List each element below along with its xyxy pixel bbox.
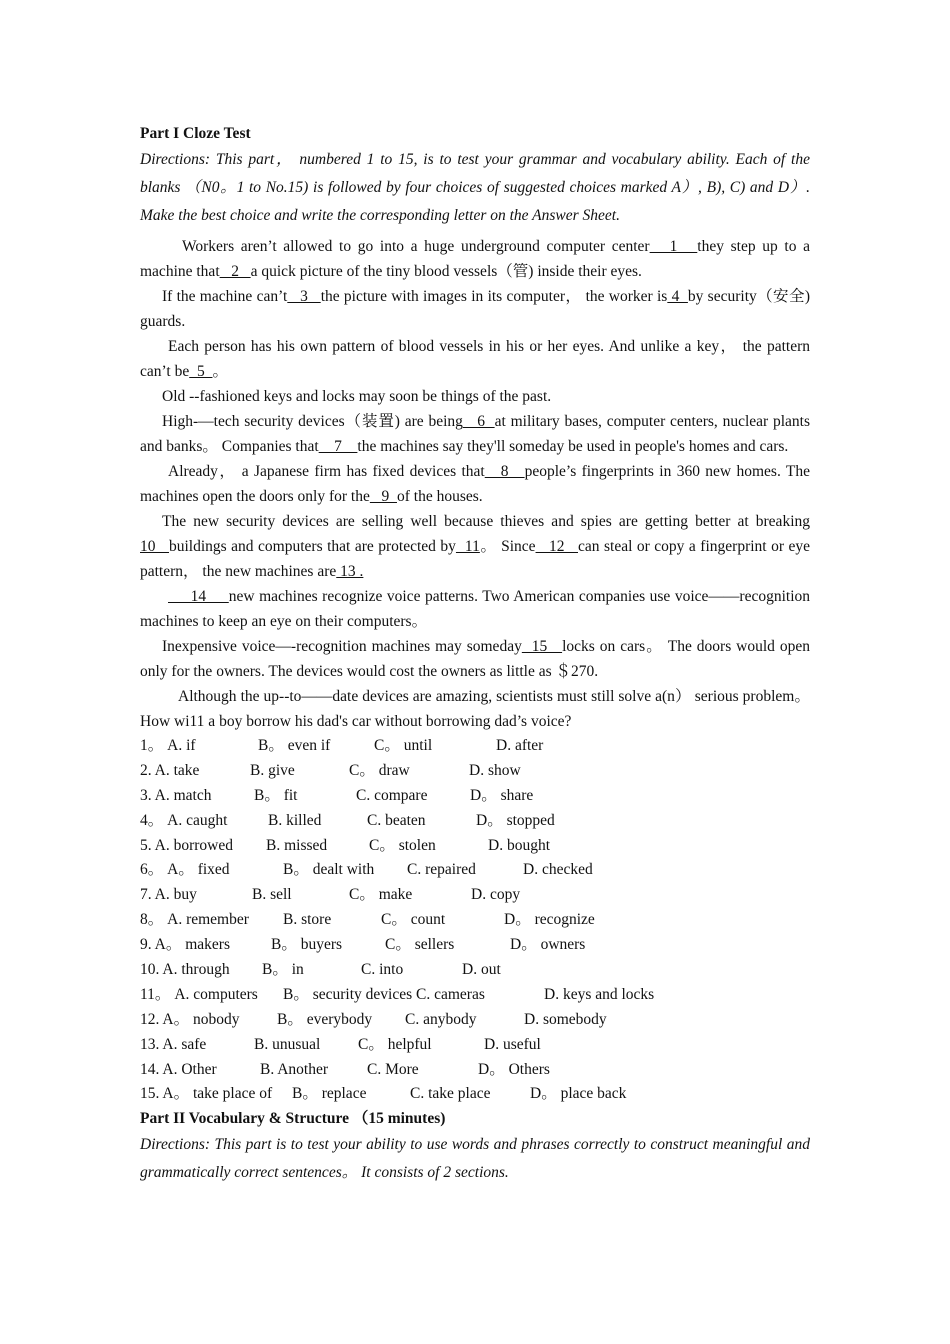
- passage-text: locks on cars。 The doors would open only for the owners. The devices would cost the owners as little as ＄270.: [140, 638, 811, 680]
- blank-number: 2: [219, 263, 251, 280]
- option-row: [140, 809, 810, 834]
- blank-number: 3: [287, 288, 321, 305]
- option-row: [140, 784, 810, 809]
- option-d: D. bought: [488, 836, 550, 854]
- blank-number: 1: [649, 238, 698, 255]
- option-a: A. borrowed: [154, 836, 233, 854]
- blank-number: 6: [462, 413, 495, 430]
- option-d: D. checked: [523, 861, 593, 879]
- question-number: 13.: [140, 1035, 163, 1053]
- option-c: C. anybody: [405, 1010, 477, 1028]
- passage-text: 。 Since: [479, 538, 536, 555]
- passage-paragraph: [140, 284, 810, 334]
- option-a: A. caught: [167, 811, 228, 829]
- option-c: C。 until: [374, 737, 433, 754]
- option-row: [140, 958, 810, 983]
- question-number: 4。: [140, 811, 168, 829]
- question-number: 6。: [140, 861, 168, 879]
- option-c: C. cameras: [416, 985, 485, 1003]
- question-number: 8。: [140, 911, 168, 929]
- option-d: D。 Others: [478, 1060, 550, 1078]
- passage-text: at military bases, computer centers, nuclear plants and banks。 Companies that: [140, 413, 811, 455]
- question-number: 10.: [140, 961, 163, 979]
- passage-text: they step up to a machine that: [140, 238, 811, 280]
- passage-text: people’s fingerprints in 360 new homes. The machines open the doors only for the: [140, 463, 810, 505]
- option-d: D. keys and locks: [544, 985, 655, 1003]
- passage-text: the machines say they'll someday be used in people's homes and cars.: [357, 438, 789, 455]
- option-row: [140, 1008, 810, 1033]
- question-number: 15.: [140, 1085, 163, 1103]
- question-number: 11。: [140, 985, 175, 1003]
- option-b: B. Another: [260, 1060, 329, 1078]
- option-b: B. missed: [266, 836, 328, 854]
- option-a: A. remember: [167, 911, 249, 929]
- passage-text: a quick picture of the tiny blood vessels（管) inside their eyes.: [250, 263, 642, 280]
- passage-text: buildings and computers that are protected by: [168, 538, 456, 555]
- question-number: 9.: [140, 936, 155, 954]
- option-c: C。 draw: [349, 761, 410, 779]
- option-d: D。 stopped: [476, 811, 555, 829]
- option-row: [140, 858, 810, 883]
- passage-paragraph: [140, 634, 810, 684]
- question-number: 3.: [140, 786, 155, 804]
- option-c: C. take place: [410, 1085, 491, 1103]
- option-b: B. unusual: [254, 1035, 321, 1053]
- option-b: B。 replace: [292, 1085, 367, 1103]
- passage-text: Old --fashioned keys and locks may soon be things of the past.: [162, 388, 552, 405]
- option-c: C. repaired: [407, 861, 476, 879]
- passage-text: the picture with images in its computer， the worker is: [320, 288, 668, 305]
- option-a: A. take: [154, 761, 200, 779]
- passage-paragraph: [140, 409, 810, 459]
- passage-paragraph: [140, 459, 810, 509]
- option-a: A. safe: [162, 1035, 207, 1053]
- passage-text: Workers aren’t allowed to go into a huge underground computer center: [182, 238, 650, 255]
- option-b: B。 everybody: [277, 1010, 373, 1028]
- option-d: D. show: [469, 761, 521, 779]
- option-a: A. computers: [174, 985, 258, 1003]
- option-a: A. buy: [154, 886, 197, 904]
- option-c: C. More: [367, 1060, 419, 1078]
- option-b: B. give: [250, 761, 295, 779]
- question-number: 14.: [140, 1060, 163, 1078]
- passage-paragraph: [140, 509, 810, 584]
- question-number: 7.: [140, 886, 155, 904]
- passage-paragraph: [140, 334, 810, 384]
- option-c: C. beaten: [367, 811, 426, 829]
- option-row: [140, 908, 810, 933]
- option-b: B。 dealt with: [283, 861, 375, 879]
- passage-text: If the machine can’t: [162, 288, 288, 305]
- blank-number: 12: [535, 538, 578, 555]
- option-d: D。 place back: [530, 1085, 627, 1103]
- blank-number: 10: [140, 538, 169, 555]
- blank-number: 11: [455, 538, 480, 555]
- option-d: D。 recognize: [504, 911, 595, 929]
- passage-text: can steal or copy a fingerprint or eye pattern， the new machines are: [140, 538, 810, 580]
- option-b: B。 security devices: [283, 985, 417, 1003]
- option-a: A。 nobody: [162, 1010, 240, 1028]
- passage-text: of the houses.: [396, 488, 483, 505]
- option-d: D. out: [462, 961, 501, 979]
- option-a: A。 take place of: [162, 1085, 273, 1103]
- option-a: A。 fixed: [167, 861, 230, 879]
- option-d: D. useful: [484, 1035, 541, 1053]
- passage-text: 。: [212, 363, 228, 380]
- option-a: A。 makers: [154, 936, 230, 954]
- passage-paragraph: [140, 584, 810, 634]
- option-row: [140, 1033, 810, 1058]
- passage-text: Each person has his own pattern of blood vessels in his or her eyes. And unlike a key， the pattern can’t be: [140, 338, 810, 380]
- blank-number: 15: [521, 638, 563, 655]
- passage-text: new machines recognize voice patterns. Two American companies use voice——recognition machines to keep an eye on their computers。: [140, 588, 810, 630]
- option-d: D. somebody: [524, 1010, 607, 1028]
- option-row: [140, 933, 810, 958]
- option-row: [140, 883, 810, 908]
- option-b: B。 even if: [258, 737, 331, 754]
- option-row: [140, 834, 810, 859]
- option-c: C. compare: [356, 786, 428, 804]
- option-row: [140, 1082, 810, 1107]
- option-row: [140, 1058, 810, 1083]
- option-b: B。 in: [262, 961, 304, 979]
- option-b: B. sell: [252, 886, 292, 904]
- option-b: B。 buyers: [271, 936, 343, 954]
- question-number: 12.: [140, 1010, 163, 1028]
- question-number: 2.: [140, 761, 155, 779]
- option-row: [140, 734, 810, 759]
- passage-text: High-—tech security devices（装置) are being: [162, 413, 463, 430]
- blank-number: 8: [484, 463, 525, 480]
- part2-title: Part II Vocabulary & Structure （15 minutes): [140, 1110, 446, 1128]
- option-b: B. store: [283, 911, 332, 929]
- cloze-passage: [140, 234, 810, 734]
- blank-number: 4: [667, 288, 688, 305]
- passage-paragraph: [140, 384, 810, 409]
- option-c: C. into: [361, 961, 404, 979]
- option-a: A. through: [162, 961, 230, 979]
- question-number: 1。: [140, 737, 168, 754]
- option-d: D. after: [496, 737, 544, 754]
- blank-number: 13 .: [336, 563, 364, 580]
- option-b: B. killed: [268, 811, 322, 829]
- option-c: C。 stolen: [369, 836, 436, 854]
- option-b: B。 fit: [254, 786, 298, 804]
- option-row: [140, 759, 810, 784]
- answer-options: [140, 734, 810, 1107]
- passage-text: Although the up--to——date devices are amazing, scientists must still solve a(n） serious problem。 How wi11 a boy borrow his dad's car without borrowing dad’s voice?: [140, 688, 810, 730]
- blank-number: 14: [168, 588, 229, 605]
- option-c: C。 sellers: [385, 936, 455, 954]
- passage-paragraph: [140, 684, 810, 734]
- passage-paragraph: [140, 234, 810, 284]
- option-c: C。 make: [349, 886, 413, 904]
- option-d: D. copy: [471, 886, 521, 904]
- part1-directions: Directions: This part， numbered 1 to 15, is to test your grammar and vocabulary ability. Each of the blanks （N0。1 to No.15) is followed by four choices of suggested choices marked A）, B), C) and D）. Make the best choice and write the corresponding letter on the Answer Sheet.: [140, 151, 810, 224]
- option-a: A. match: [154, 786, 212, 804]
- option-c: C。 count: [381, 911, 446, 929]
- document-page: [140, 122, 810, 1191]
- passage-text: by security（安全) guards.: [140, 288, 811, 330]
- part2-directions: Directions: This part is to test your ability to use words and phrases correctly to construct meaningful and grammatically correct sentences。 It consists of 2 sections.: [140, 1136, 810, 1182]
- option-a: A. if: [167, 737, 196, 754]
- option-c: C。 helpful: [358, 1035, 432, 1053]
- blank-number: 9: [369, 488, 397, 505]
- passage-text: Inexpensive voice—-recognition machines may someday: [162, 638, 522, 655]
- blank-number: 5: [189, 363, 213, 380]
- option-row: [140, 983, 810, 1008]
- passage-text: Already， a Japanese firm has fixed devices that: [168, 463, 485, 480]
- part1-title: Part I Cloze Test: [140, 125, 251, 142]
- option-a: A. Other: [162, 1060, 217, 1078]
- passage-text: The new security devices are selling well because thieves and spies are getting better at breaking: [162, 513, 810, 530]
- question-number: 5.: [140, 836, 155, 854]
- option-d: D。 share: [470, 786, 534, 804]
- option-d: D。 owners: [510, 936, 586, 954]
- blank-number: 7: [318, 438, 358, 455]
